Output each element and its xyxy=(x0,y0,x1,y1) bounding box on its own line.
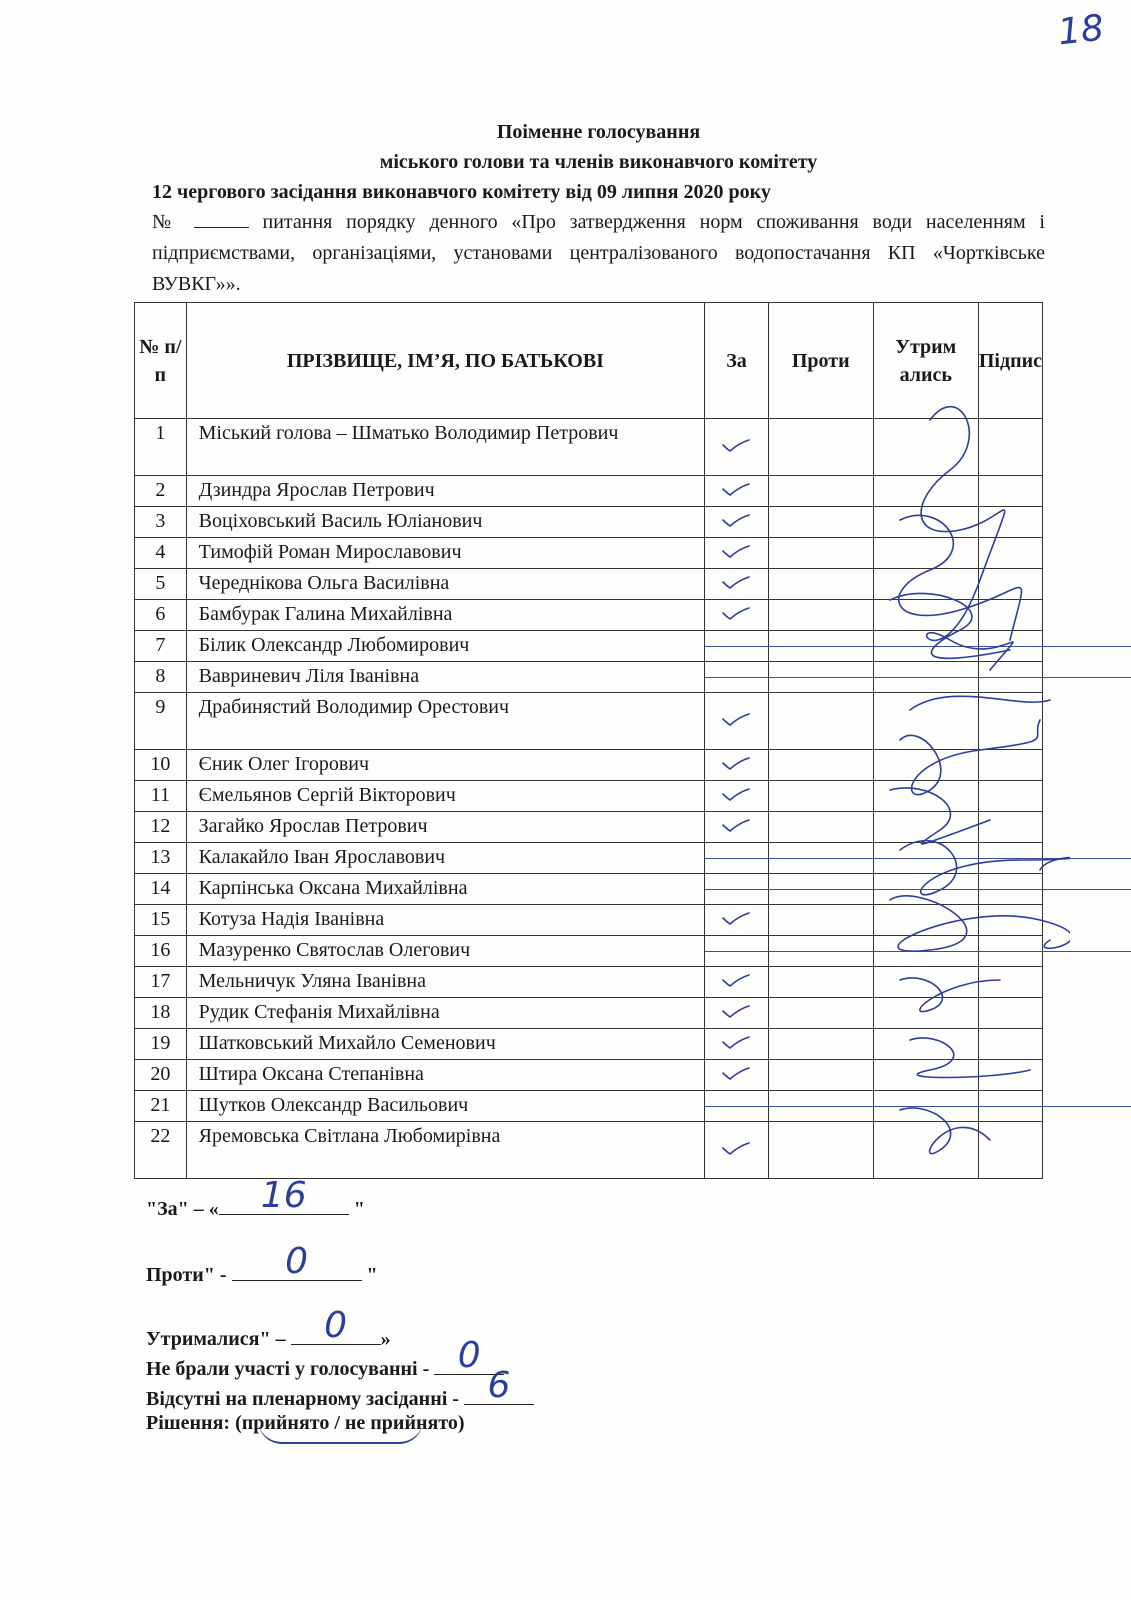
table-row xyxy=(135,874,1043,905)
row-name: Шатковський Михайло Семенович xyxy=(186,1029,705,1060)
row-vote-against xyxy=(768,967,873,998)
checkmark-icon xyxy=(721,757,751,771)
row-vote-abstained xyxy=(873,1060,978,1091)
row-vote-against xyxy=(768,750,873,781)
col-signature: Підпис xyxy=(978,303,1042,419)
col-name: ПРІЗВИЩЕ, ІМ’Я, ПО БАТЬКОВІ xyxy=(186,303,705,419)
result-against-end: " xyxy=(361,1264,378,1286)
result-abstained-end: » xyxy=(380,1328,391,1350)
row-signature xyxy=(978,693,1042,750)
checkmark-icon xyxy=(721,819,751,833)
row-number: 7 xyxy=(135,631,187,662)
row-vote-for xyxy=(705,693,769,750)
row-name: Тимофій Роман Мирославович xyxy=(186,538,705,569)
table-row xyxy=(135,1122,1043,1179)
checkmark-icon xyxy=(721,974,751,988)
row-vote-for xyxy=(705,1029,769,1060)
checkmark-icon xyxy=(721,713,751,727)
result-for-end: " xyxy=(348,1198,365,1220)
row-number: 20 xyxy=(135,1060,187,1091)
row-vote-for xyxy=(705,967,769,998)
table-row xyxy=(135,419,1043,476)
row-name: Штира Оксана Степанівна xyxy=(186,1060,705,1091)
table-row xyxy=(135,781,1043,812)
row-vote-against xyxy=(768,569,873,600)
row-name: Котуза Надія Іванівна xyxy=(186,905,705,936)
absent-strike-line xyxy=(705,646,1131,647)
table-row xyxy=(135,998,1043,1029)
row-vote-against xyxy=(768,1060,873,1091)
row-vote-abstained xyxy=(873,998,978,1029)
result-against-field xyxy=(232,1241,362,1282)
table-row xyxy=(135,905,1043,936)
row-vote-abstained xyxy=(873,781,978,812)
checkmark-icon xyxy=(721,514,751,528)
document-header xyxy=(152,117,1045,300)
result-absent-label: Відсутні на пленарному засіданні - xyxy=(146,1388,464,1410)
row-vote-against xyxy=(768,781,873,812)
row-vote-for xyxy=(705,419,769,476)
row-vote-abstained xyxy=(873,750,978,781)
row-vote-abstained xyxy=(873,1029,978,1060)
row-vote-abstained xyxy=(873,967,978,998)
row-number: 19 xyxy=(135,1029,187,1060)
row-vote-for xyxy=(705,662,769,693)
row-number: 3 xyxy=(135,507,187,538)
row-number: 12 xyxy=(135,812,187,843)
checkmark-icon xyxy=(721,1142,751,1156)
result-against xyxy=(146,1241,378,1287)
result-absent-value: 6 xyxy=(487,1365,511,1406)
table-row xyxy=(135,1029,1043,1060)
row-number: 2 xyxy=(135,476,187,507)
result-for-value: 16 xyxy=(260,1175,307,1216)
row-name: Дзиндра Ярослав Петрович xyxy=(186,476,705,507)
agenda-text: питання порядку денного «Про затвердження норм споживання води населенням і підприємствами, організаціями, установами централізованого водопостачання КП «Чортківське ВУВКГ»». xyxy=(152,211,1045,295)
result-not-voted-label: Не брали участі у голосуванні - xyxy=(146,1358,435,1380)
row-number: 18 xyxy=(135,998,187,1029)
row-number: 21 xyxy=(135,1091,187,1122)
row-name: Міський голова – Шматько Володимир Петрович xyxy=(186,419,705,476)
row-vote-abstained xyxy=(873,507,978,538)
result-abstained-field xyxy=(291,1305,381,1346)
title-line-1: Поіменне голосування xyxy=(496,121,701,143)
row-number: 15 xyxy=(135,905,187,936)
row-vote-against xyxy=(768,905,873,936)
row-name: Череднікова Ольга Василівна xyxy=(186,569,705,600)
result-not-voted-value: 0 xyxy=(457,1335,481,1376)
row-vote-for xyxy=(705,1091,769,1122)
result-abstained xyxy=(146,1305,391,1351)
col-abstained: Утрим ались xyxy=(873,303,978,419)
row-number: 5 xyxy=(135,569,187,600)
row-signature xyxy=(978,1029,1042,1060)
row-signature xyxy=(978,476,1042,507)
title-line-3: 12 чергового засідання виконавчого комітету від 09 липня 2020 року xyxy=(152,181,771,203)
checkmark-icon xyxy=(721,1067,751,1081)
vote-table-header xyxy=(135,303,1043,419)
row-number: 9 xyxy=(135,693,187,750)
checkmark-icon xyxy=(721,607,751,621)
row-vote-abstained xyxy=(873,1122,978,1179)
row-vote-against xyxy=(768,419,873,476)
row-vote-abstained xyxy=(873,905,978,936)
row-name: Шутков Олександр Васильович xyxy=(186,1091,705,1122)
row-vote-for xyxy=(705,569,769,600)
row-name: Мельничук Уляна Іванівна xyxy=(186,967,705,998)
row-vote-for xyxy=(705,998,769,1029)
row-number: 6 xyxy=(135,600,187,631)
col-against: Проти xyxy=(768,303,873,419)
row-name: Єник Олег Ігорович xyxy=(186,750,705,781)
agenda-number-sign: № xyxy=(152,211,180,233)
table-row xyxy=(135,631,1043,662)
row-vote-abstained xyxy=(873,600,978,631)
row-signature xyxy=(978,569,1042,600)
table-row xyxy=(135,843,1043,874)
row-signature xyxy=(978,905,1042,936)
row-signature xyxy=(978,1122,1042,1179)
table-row xyxy=(135,507,1043,538)
row-vote-abstained xyxy=(873,476,978,507)
row-signature xyxy=(978,538,1042,569)
table-row xyxy=(135,538,1043,569)
row-name: Карпінська Оксана Михайлівна xyxy=(186,874,705,905)
row-name: Вавриневич Ліля Іванівна xyxy=(186,662,705,693)
agenda-number-blank xyxy=(194,209,249,228)
checkmark-icon xyxy=(721,545,751,559)
table-row xyxy=(135,1091,1043,1122)
agenda-item xyxy=(152,207,1045,300)
row-signature xyxy=(978,600,1042,631)
row-vote-against xyxy=(768,476,873,507)
row-name: Мазуренко Святослав Олегович xyxy=(186,936,705,967)
row-vote-against xyxy=(768,600,873,631)
row-vote-abstained xyxy=(873,538,978,569)
table-row xyxy=(135,662,1043,693)
row-vote-abstained xyxy=(873,569,978,600)
row-vote-abstained xyxy=(873,693,978,750)
result-abstained-label: Утрималися" – xyxy=(146,1328,291,1350)
row-vote-for xyxy=(705,874,769,905)
row-number: 17 xyxy=(135,967,187,998)
row-name: Ємельянов Сергій Вікторович xyxy=(186,781,705,812)
row-number: 4 xyxy=(135,538,187,569)
absent-strike-line xyxy=(705,951,1131,952)
row-signature xyxy=(978,750,1042,781)
row-vote-for xyxy=(705,507,769,538)
row-vote-against xyxy=(768,1122,873,1179)
row-number: 8 xyxy=(135,662,187,693)
result-for-label: "За" – « xyxy=(146,1198,219,1220)
table-row xyxy=(135,693,1043,750)
row-vote-for xyxy=(705,936,769,967)
checkmark-icon xyxy=(721,1005,751,1019)
row-name: Калакайло Іван Ярославович xyxy=(186,843,705,874)
row-signature xyxy=(978,998,1042,1029)
row-number: 16 xyxy=(135,936,187,967)
row-name: Рудик Стефанія Михайлівна xyxy=(186,998,705,1029)
table-row xyxy=(135,967,1043,998)
row-vote-for xyxy=(705,1122,769,1179)
row-signature xyxy=(978,812,1042,843)
decision: Рішення: (прийнято / не прийнято) xyxy=(146,1412,465,1434)
row-vote-for xyxy=(705,781,769,812)
table-row xyxy=(135,1060,1043,1091)
row-name: Яремовська Світлана Любомирівна xyxy=(186,1122,705,1179)
title-line-2: міського голови та членів виконавчого комітету xyxy=(379,151,818,173)
row-vote-abstained xyxy=(873,419,978,476)
checkmark-icon xyxy=(721,1036,751,1050)
row-vote-against xyxy=(768,998,873,1029)
row-vote-against xyxy=(768,812,873,843)
row-signature xyxy=(978,1060,1042,1091)
row-vote-for xyxy=(705,600,769,631)
row-vote-for xyxy=(705,905,769,936)
result-against-label: Проти" - xyxy=(146,1264,232,1286)
table-row xyxy=(135,569,1043,600)
vote-table xyxy=(134,302,1043,1179)
page-number: 18 xyxy=(1055,7,1106,54)
checkmark-icon xyxy=(721,788,751,802)
checkmark-icon xyxy=(721,576,751,590)
col-num: № п/п xyxy=(135,303,187,419)
row-signature xyxy=(978,419,1042,476)
row-number: 14 xyxy=(135,874,187,905)
table-row xyxy=(135,600,1043,631)
absent-strike-line xyxy=(705,1106,1131,1107)
result-for xyxy=(146,1175,365,1221)
checkmark-icon xyxy=(721,483,751,497)
row-vote-against xyxy=(768,507,873,538)
row-number: 13 xyxy=(135,843,187,874)
row-number: 1 xyxy=(135,419,187,476)
row-vote-for xyxy=(705,843,769,874)
col-for: За xyxy=(705,303,769,419)
row-name: Воціховський Василь Юліанович xyxy=(186,507,705,538)
row-number: 22 xyxy=(135,1122,187,1179)
absent-strike-line xyxy=(705,677,1131,678)
row-vote-for xyxy=(705,538,769,569)
absent-strike-line xyxy=(705,889,1131,890)
row-signature xyxy=(978,781,1042,812)
checkmark-icon xyxy=(721,439,751,453)
result-abstained-value: 0 xyxy=(324,1305,348,1346)
row-signature xyxy=(978,967,1042,998)
result-for-field xyxy=(219,1175,349,1216)
row-vote-for xyxy=(705,750,769,781)
decision-underline-mark xyxy=(258,1420,423,1444)
absent-strike-line xyxy=(705,858,1131,859)
result-against-value: 0 xyxy=(285,1241,308,1282)
row-name: Драбинястий Володимир Орестович xyxy=(186,693,705,750)
row-name: Загайко Ярослав Петрович xyxy=(186,812,705,843)
table-row xyxy=(135,476,1043,507)
row-signature xyxy=(978,507,1042,538)
row-number: 10 xyxy=(135,750,187,781)
row-name: Білик Олександр Любомирович xyxy=(186,631,705,662)
row-vote-for xyxy=(705,812,769,843)
table-row xyxy=(135,812,1043,843)
row-vote-for xyxy=(705,631,769,662)
table-row xyxy=(135,750,1043,781)
table-row xyxy=(135,936,1043,967)
checkmark-icon xyxy=(721,912,751,926)
row-name: Бамбурак Галина Михайлівна xyxy=(186,600,705,631)
row-vote-against xyxy=(768,538,873,569)
result-absent-field xyxy=(464,1365,534,1406)
row-vote-for xyxy=(705,1060,769,1091)
row-vote-against xyxy=(768,693,873,750)
row-vote-for xyxy=(705,476,769,507)
row-vote-against xyxy=(768,1029,873,1060)
row-vote-abstained xyxy=(873,812,978,843)
row-number: 11 xyxy=(135,781,187,812)
